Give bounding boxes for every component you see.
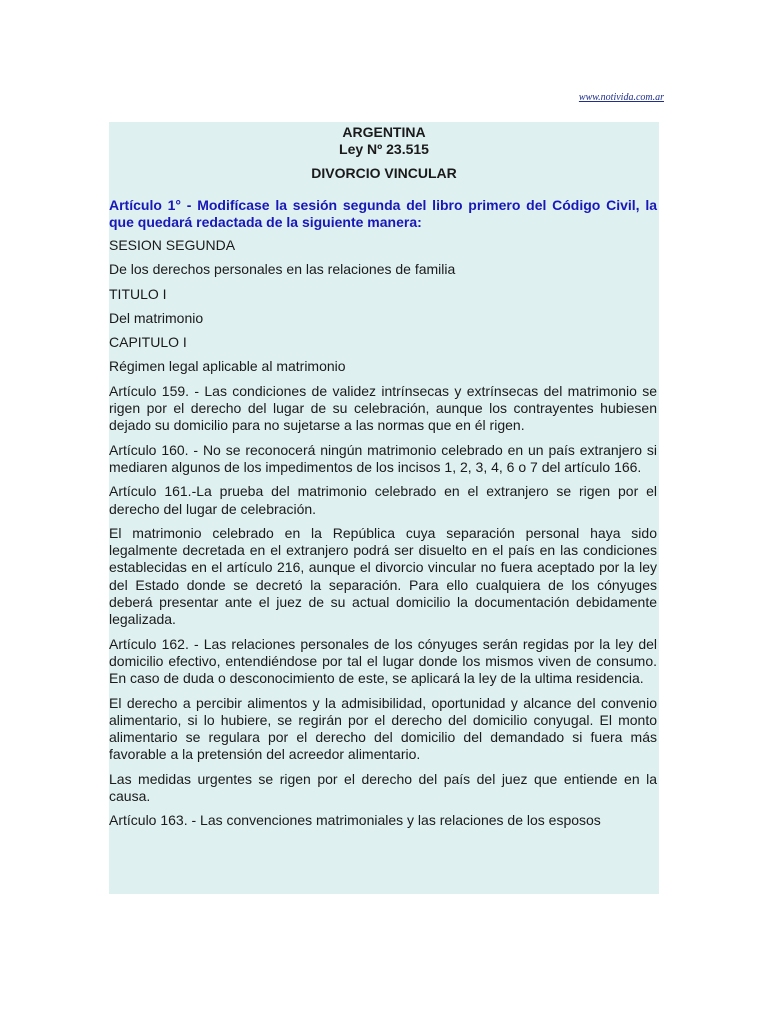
law-number: Ley Nº 23.515 <box>339 141 429 157</box>
article-160: Artículo 160. - No se reconocerá ningún matrimonio celebrado en un país extranjero si mediaren algunos de los impedimentos de los incisos 1, 2, 3, 4, 6 o 7 del artículo 166. <box>109 441 657 475</box>
article-161-paragraph: El matrimonio celebrado en la República cuya separación personal haya sido legalmente decretada en el extranjero podrá ser disuelto en el país en las condiciones establecidas en el artículo 216, aunque el divorcio vincular no fuera aceptado por la ley del Estado donde se decretó la separación. Para ello cualquiera de los cónyuges deberá presentar ante el juez de su actual domicilio la documentación debidamente legalizada. <box>109 524 657 628</box>
site-link[interactable]: www.notivida.com.ar <box>578 92 664 103</box>
article-1-heading: Artículo 1° - Modifícase la sesión segunda del libro primero del Código Civil, la que quedará redactada de la siguiente manera: <box>109 197 657 230</box>
article-162-paragraph-2: El derecho a percibir alimentos y la admisibilidad, oportunidad y alcance del convenio alimentario, si lo hubiere, se regirán por el derecho del domicilio conyugal. El monto alimentario se regulara por el derecho del domicilio del demandado si fuera más favorable a la pretensión del acreedor alimentario. <box>109 694 657 763</box>
law-document <box>109 122 659 894</box>
article-162-paragraph-3: Las medidas urgentes se rigen por el derecho del país del juez que entiende en la causa. <box>109 770 657 805</box>
article-163: Artículo 163. - Las convenciones matrimoniales y las relaciones de los esposos <box>109 812 601 829</box>
chapter-subtitle: Régimen legal aplicable al matrimonio <box>109 358 346 375</box>
country-title: ARGENTINA <box>342 124 426 140</box>
article-159: Artículo 159. - Las condiciones de validez intrínsecas y extrínsecas del matrimonio se rigen por el derecho del lugar de su celebración, aunque los contrayentes hubiesen dejado su domicilio para no sujetarse a las normas que en él rigen. <box>109 382 657 434</box>
title-heading: TITULO I <box>109 285 167 302</box>
title-subtitle: Del matrimonio <box>109 309 204 326</box>
document-header <box>109 122 659 182</box>
article-162: Artículo 162. - Las relaciones personales de los cónyuges serán regidas por la ley del domicilio efectivo, entendiéndose por tal el lugar donde los mismos viven de consumo. En caso de duda o desconocimiento de este, se aplicará la ley de la ultima residencia. <box>109 635 657 687</box>
chapter-heading: CAPITULO I <box>109 334 187 351</box>
law-subject: DIVORCIO VINCULAR <box>311 165 457 181</box>
section-subtitle: De los derechos personales en las relaciones de familia <box>109 261 456 278</box>
section-title: SESION SEGUNDA <box>109 237 236 253</box>
article-161: Artículo 161.-La prueba del matrimonio celebrado en el extranjero se rigen por el derecho del lugar de celebración. <box>109 483 657 517</box>
